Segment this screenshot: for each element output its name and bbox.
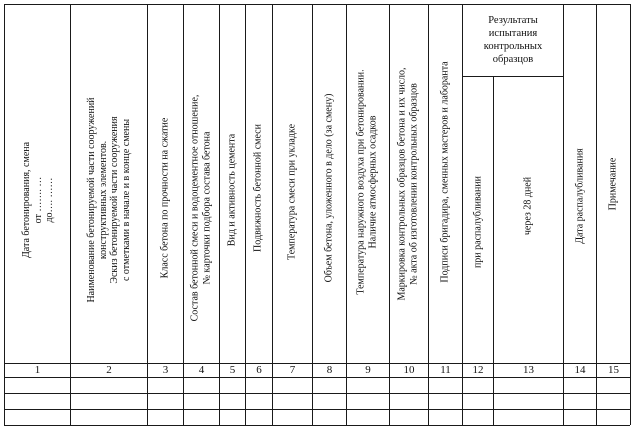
header-mix-workability: Подвижность бетонной смеси [252, 124, 264, 252]
header-signatures: Подписи бригадира, сменных мастеров и лаборанта [439, 61, 451, 283]
header-note: Примечание [607, 157, 619, 211]
header-air-temperature: Температура наружного воздуха при бетонировании. Наличие атмосферных осадков [355, 69, 378, 295]
header-placement-temperature: Температура смеси при укладке [286, 123, 298, 261]
column-number: 1 [34, 364, 41, 376]
header-at-stripping: при распалубливании [472, 175, 484, 269]
col-line-9 [389, 4, 390, 425]
col-line-11 [462, 4, 463, 425]
header-test-results: Результаты испытания контрольных образцов [483, 15, 543, 65]
header-concrete-class: Класс бетона по прочности на сжатие [159, 117, 171, 279]
col-line-8 [346, 4, 347, 425]
column-number: 11 [440, 364, 451, 376]
column-number: 12 [472, 364, 484, 376]
column-number: 8 [326, 364, 333, 376]
col-line-2 [147, 4, 148, 425]
col-line-10 [428, 4, 429, 425]
col-line-14 [596, 4, 597, 425]
col-line-4 [219, 4, 220, 425]
column-number: 13 [523, 364, 534, 376]
header-mix-composition: Состав бетонной смеси и водоцементное отношение, № карточки подбора состава бетона [189, 94, 212, 322]
col-line-13 [563, 4, 564, 425]
col-line-5 [245, 4, 246, 425]
header-concreting-date: Дата бетонирования, смена от ……. … до…. …… [20, 141, 55, 259]
column-number: 6 [256, 364, 262, 376]
header-cement-type: Вид и активность цемента [226, 133, 238, 247]
header-structure-part: Наименование бетонируемой части сооружений конструктивных элементов. Эскиз бетонируемой части сооружения с отметками в начале и в конце смены [86, 97, 132, 303]
column-number: 14 [574, 364, 586, 376]
col-line-1 [70, 4, 71, 425]
column-number: 5 [229, 364, 236, 376]
col-line-3 [183, 4, 184, 425]
column-number: 2 [106, 364, 112, 376]
header-concrete-volume: Объем бетона, уложенного в дело (за смену) [323, 93, 335, 283]
header-stripping-date: Дата распалубливания [574, 148, 586, 244]
row-line-3 [4, 425, 630, 426]
row-line-2 [4, 409, 630, 410]
numbers-bottom-line [4, 377, 630, 378]
column-number: 7 [289, 364, 296, 376]
column-number: 9 [365, 364, 371, 376]
header-sample-marking: Маркировка контрольных образцов бетона и их число, № акта об изготовлении контрольных образцов [396, 67, 419, 301]
column-number: 3 [162, 364, 169, 376]
col-line-6 [272, 4, 273, 425]
column-number: 15 [608, 364, 619, 376]
col-line-0 [4, 4, 5, 425]
header-after-28-days: через 28 дней [522, 176, 534, 236]
col-line-7 [312, 4, 313, 425]
results-subheader-line [462, 76, 563, 77]
table-border-top [4, 4, 630, 5]
column-number: 10 [403, 364, 415, 376]
column-number: 4 [198, 364, 205, 376]
col-line-15 [630, 4, 631, 425]
row-line-1 [4, 393, 630, 394]
